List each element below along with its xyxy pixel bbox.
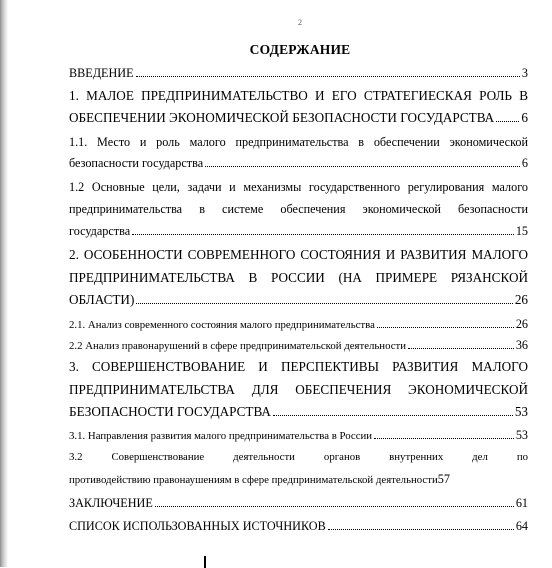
toc-entry-1-2-line-2: предпринимательства в системе обеспечения экономической безопасности <box>69 202 528 216</box>
toc-entry-sources <box>69 519 528 534</box>
window-left-edge <box>0 0 8 567</box>
toc-entry-text: 2.2 Анализ правонарушений в сфере предпринимательской деятельности <box>69 340 407 352</box>
toc-entry-chapter-1-line-2 <box>69 110 528 126</box>
toc-entry-2-2 <box>69 338 528 353</box>
toc-entry-page: 61 <box>515 496 528 510</box>
toc-entry-1-2-line-3 <box>69 224 528 239</box>
toc-entry-page: 53 <box>515 428 528 442</box>
dot-leader <box>136 303 512 304</box>
dot-leader <box>205 166 520 167</box>
page-title: СОДЕРЖАНИЕ <box>249 42 351 57</box>
dot-leader <box>408 348 514 349</box>
toc-entry-2-1 <box>69 317 528 332</box>
toc-entry-conclusion <box>69 496 528 511</box>
toc-entry-intro <box>69 66 528 81</box>
toc-entry-chapter-3-line-1: 3. СОВЕРШЕНСТВОВАНИЕ И ПЕРСПЕКТИВЫ РАЗВИТИЯ МАЛОГО <box>69 359 528 374</box>
toc-entry-page: 6 <box>521 156 528 170</box>
text-cursor <box>204 556 206 568</box>
page-number: 2 <box>298 18 302 27</box>
toc-entry-chapter-2-line-3 <box>69 292 528 308</box>
toc-entry-text: противодействию правонаушениям в сфере предпринимательской деятельности <box>69 474 438 486</box>
toc-entry-text: 2.1. Анализ современного состояния малого предпринимательства <box>69 319 375 331</box>
toc-entry-page: 6 <box>521 110 528 125</box>
toc-entry-page: 57 <box>437 472 450 486</box>
toc-entry-chapter-3-line-2: ПРЕДПРИНИМАТЕЛЬСТВА ДЛЯ ОБЕСПЕЧЕНИЯ ЭКОНОМИЧЕСКОЙ <box>69 382 528 397</box>
toc-entry-text: 3.1. Направления развития малого предпринимательства в России <box>69 430 373 442</box>
toc-entry-chapter-1-line-1: 1. МАЛОЕ ПРЕДПРИНИМАТЕЛЬСТВО И ЕГО СТРАТЕГИЕСКАЯ РОЛЬ В <box>69 88 528 103</box>
toc-entry-page: 26 <box>515 317 528 331</box>
toc-entry-page: 53 <box>514 404 528 419</box>
toc-entry-chapter-3-line-3 <box>69 404 528 420</box>
toc-entry-page: 36 <box>515 338 528 352</box>
toc-entry-text: безопасности государства <box>69 156 204 170</box>
toc-entry-text: СПИСОК ИСПОЛЬЗОВАННЫХ ИСТОЧНИКОВ <box>69 519 326 533</box>
dot-leader <box>132 234 514 235</box>
toc-entry-3-1 <box>69 428 528 443</box>
dot-leader <box>155 506 514 507</box>
dot-leader <box>136 76 520 77</box>
toc-entry-text: ОБЕСПЕЧЕНИИ ЭКОНОМИЧЕСКОЙ БЕЗОПАСНОСТИ ГОСУДАРСТВА <box>69 110 495 125</box>
toc-entry-text: ОБЛАСТИ) <box>69 292 135 307</box>
toc-entry-3-2-line-2 <box>69 472 528 487</box>
toc-entry-page: 3 <box>521 66 528 80</box>
dot-leader <box>328 529 514 530</box>
toc-entry-text: ВВЕДЕНИЕ <box>69 66 134 80</box>
dot-leader <box>377 327 514 328</box>
toc-entry-1-1-line-2 <box>69 156 528 171</box>
dot-leader <box>496 121 519 122</box>
toc-entry-1-2-line-1: 1.2 Основные цели, задачи и механизмы государственного регулирования малого <box>69 180 528 194</box>
toc-entry-chapter-2-line-2: ПРЕДПРИНИМАТЕЛЬСТВА В РОССИИ (НА ПРИМЕРЕ РЯЗАНСКОЙ <box>69 270 528 285</box>
toc-entry-chapter-2-line-1: 2. ОСОБЕННОСТИ СОВРЕМЕННОГО СОСТОЯНИЯ И РАЗВИТИЯ МАЛОГО <box>69 247 528 262</box>
toc-entry-text: государства <box>69 224 131 238</box>
toc-entry-page: 64 <box>515 519 528 533</box>
dot-leader <box>273 415 513 416</box>
toc-entry-page: 15 <box>515 224 528 238</box>
toc-entry-text: ЗАКЛЮЧЕНИЕ <box>69 496 153 510</box>
dot-leader <box>374 438 514 439</box>
toc-entry-text: БЕЗОПАСНОСТИ ГОСУДАРСТВА <box>69 404 271 419</box>
toc-entry-1-1-line-1: 1.1. Место и роль малого предпринимательства в обеспечении экономической <box>69 135 528 149</box>
toc-entry-page: 26 <box>514 292 528 307</box>
toc-entry-3-2-line-1: 3.2 Совершенствование деятельности органов внутренних дел по <box>69 451 528 463</box>
